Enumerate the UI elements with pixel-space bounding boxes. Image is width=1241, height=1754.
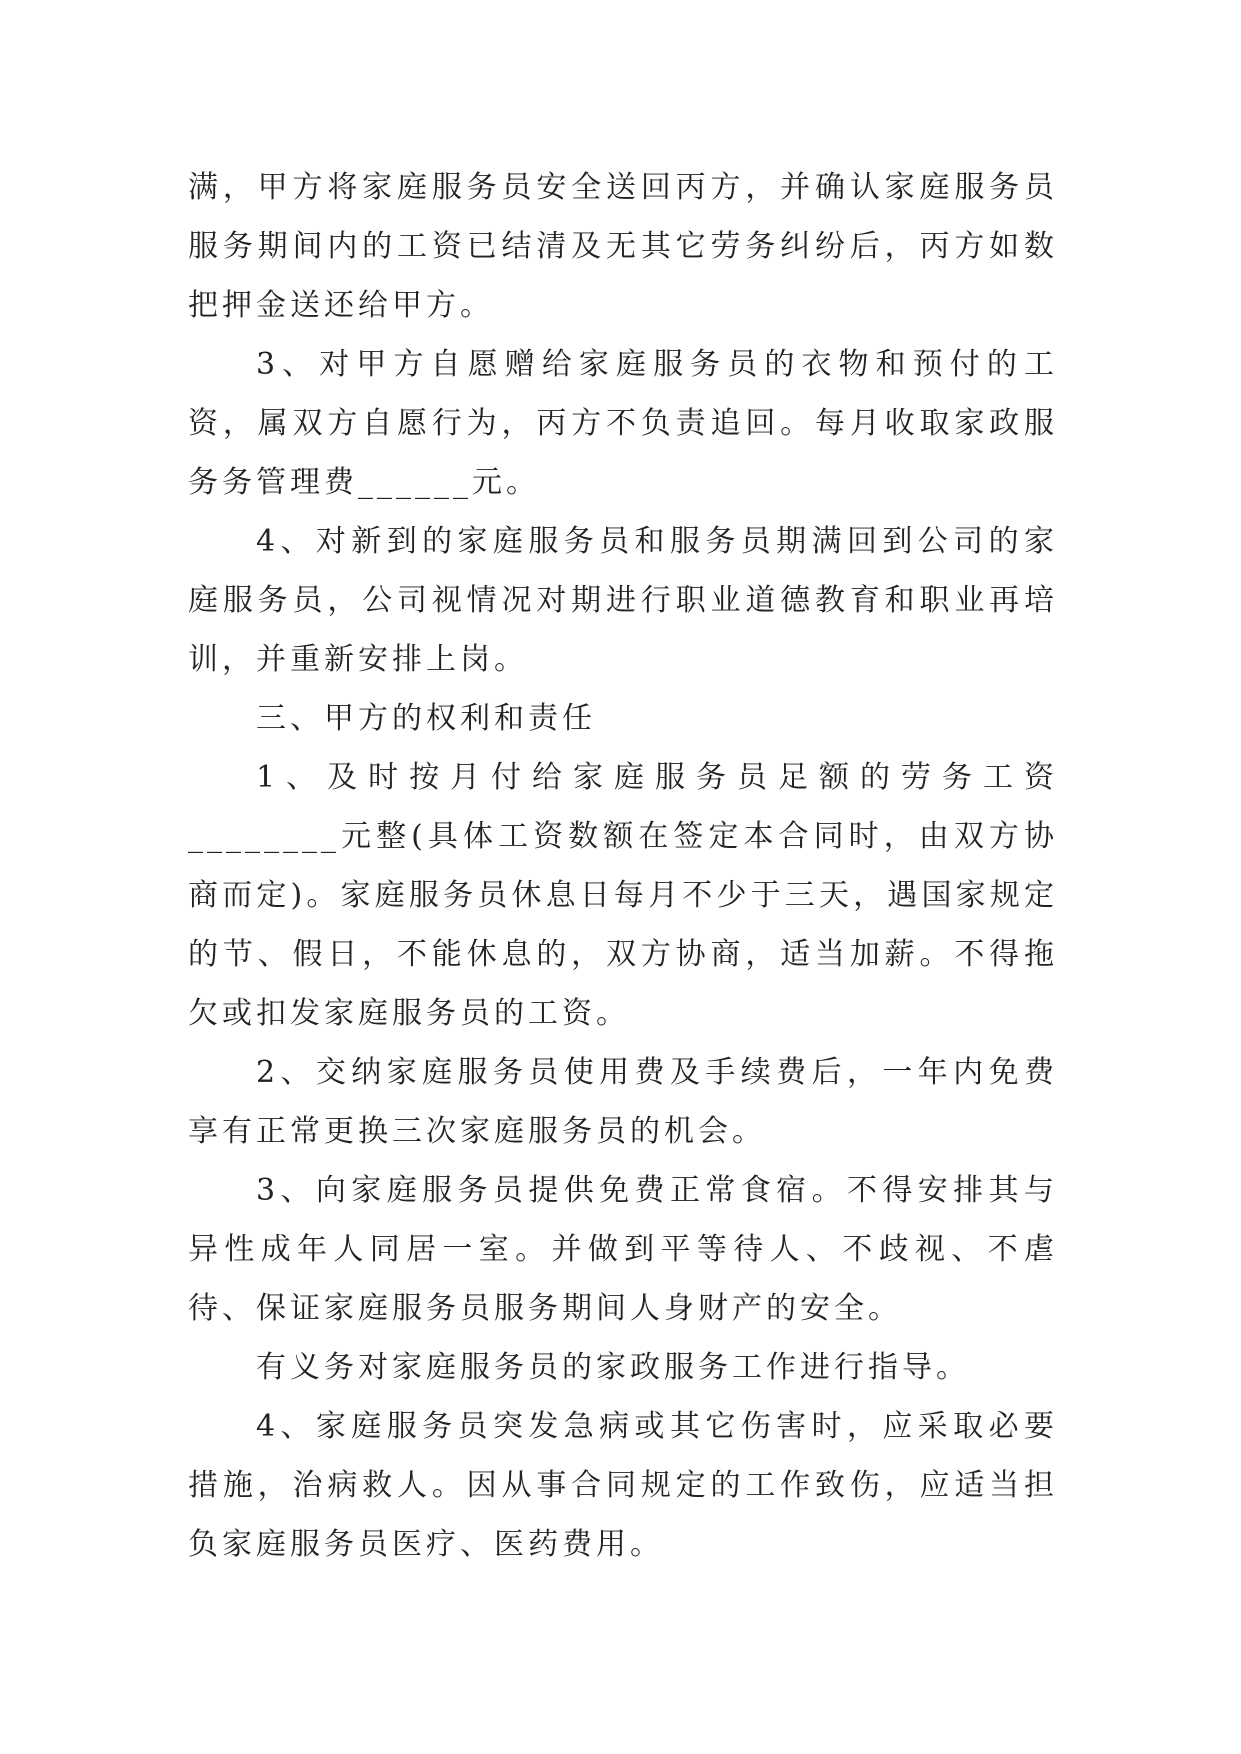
paragraph-5: 2、交纳家庭服务员使用费及手续费后，一年内免费享有正常更换三次家庭服务员的机会。 [188, 1055, 1058, 1149]
paragraph-4: 1、及时按月付给家庭服务员足额的劳务工资________元整(具体工资数额在签定本合同时，由双方协商而定)。家庭服务员休息日每月不少于三天，遇国家规定的节、假日，不能休息的，双方协商，适当加薪。不得拖欠或扣发家庭服务员的工资。 [188, 760, 1058, 1031]
paragraph-1: 满，甲方将家庭服务员安全送回丙方，并确认家庭服务员服务期间内的工资已结清及无其它劳务纠纷后，丙方如数把押金送还给甲方。 [188, 170, 1058, 323]
paragraph-2: 3、对甲方自愿赠给家庭服务员的衣物和预付的工资，属双方自愿行为，丙方不负责追回。每月收取家政服务务管理费______元。 [188, 347, 1058, 500]
section-heading: 三、甲方的权利和责任 [256, 701, 596, 736]
document-body [188, 158, 1058, 1574]
paragraph-8: 4、家庭服务员突发急病或其它伤害时，应采取必要措施，治病救人。因从事合同规定的工作致伤，应适当担负家庭服务员医疗、医药费用。 [188, 1409, 1058, 1562]
paragraph-3: 4、对新到的家庭服务员和服务员期满回到公司的家庭服务员，公司视情况对期进行职业道德教育和职业再培训，并重新安排上岗。 [188, 524, 1058, 677]
paragraph-6: 3、向家庭服务员提供免费正常食宿。不得安排其与异性成年人同居一室。并做到平等待人、不歧视、不虐待、保证家庭服务员服务期间人身财产的安全。 [188, 1173, 1058, 1326]
paragraph-7: 有义务对家庭服务员的家政服务工作进行指导。 [256, 1350, 970, 1385]
